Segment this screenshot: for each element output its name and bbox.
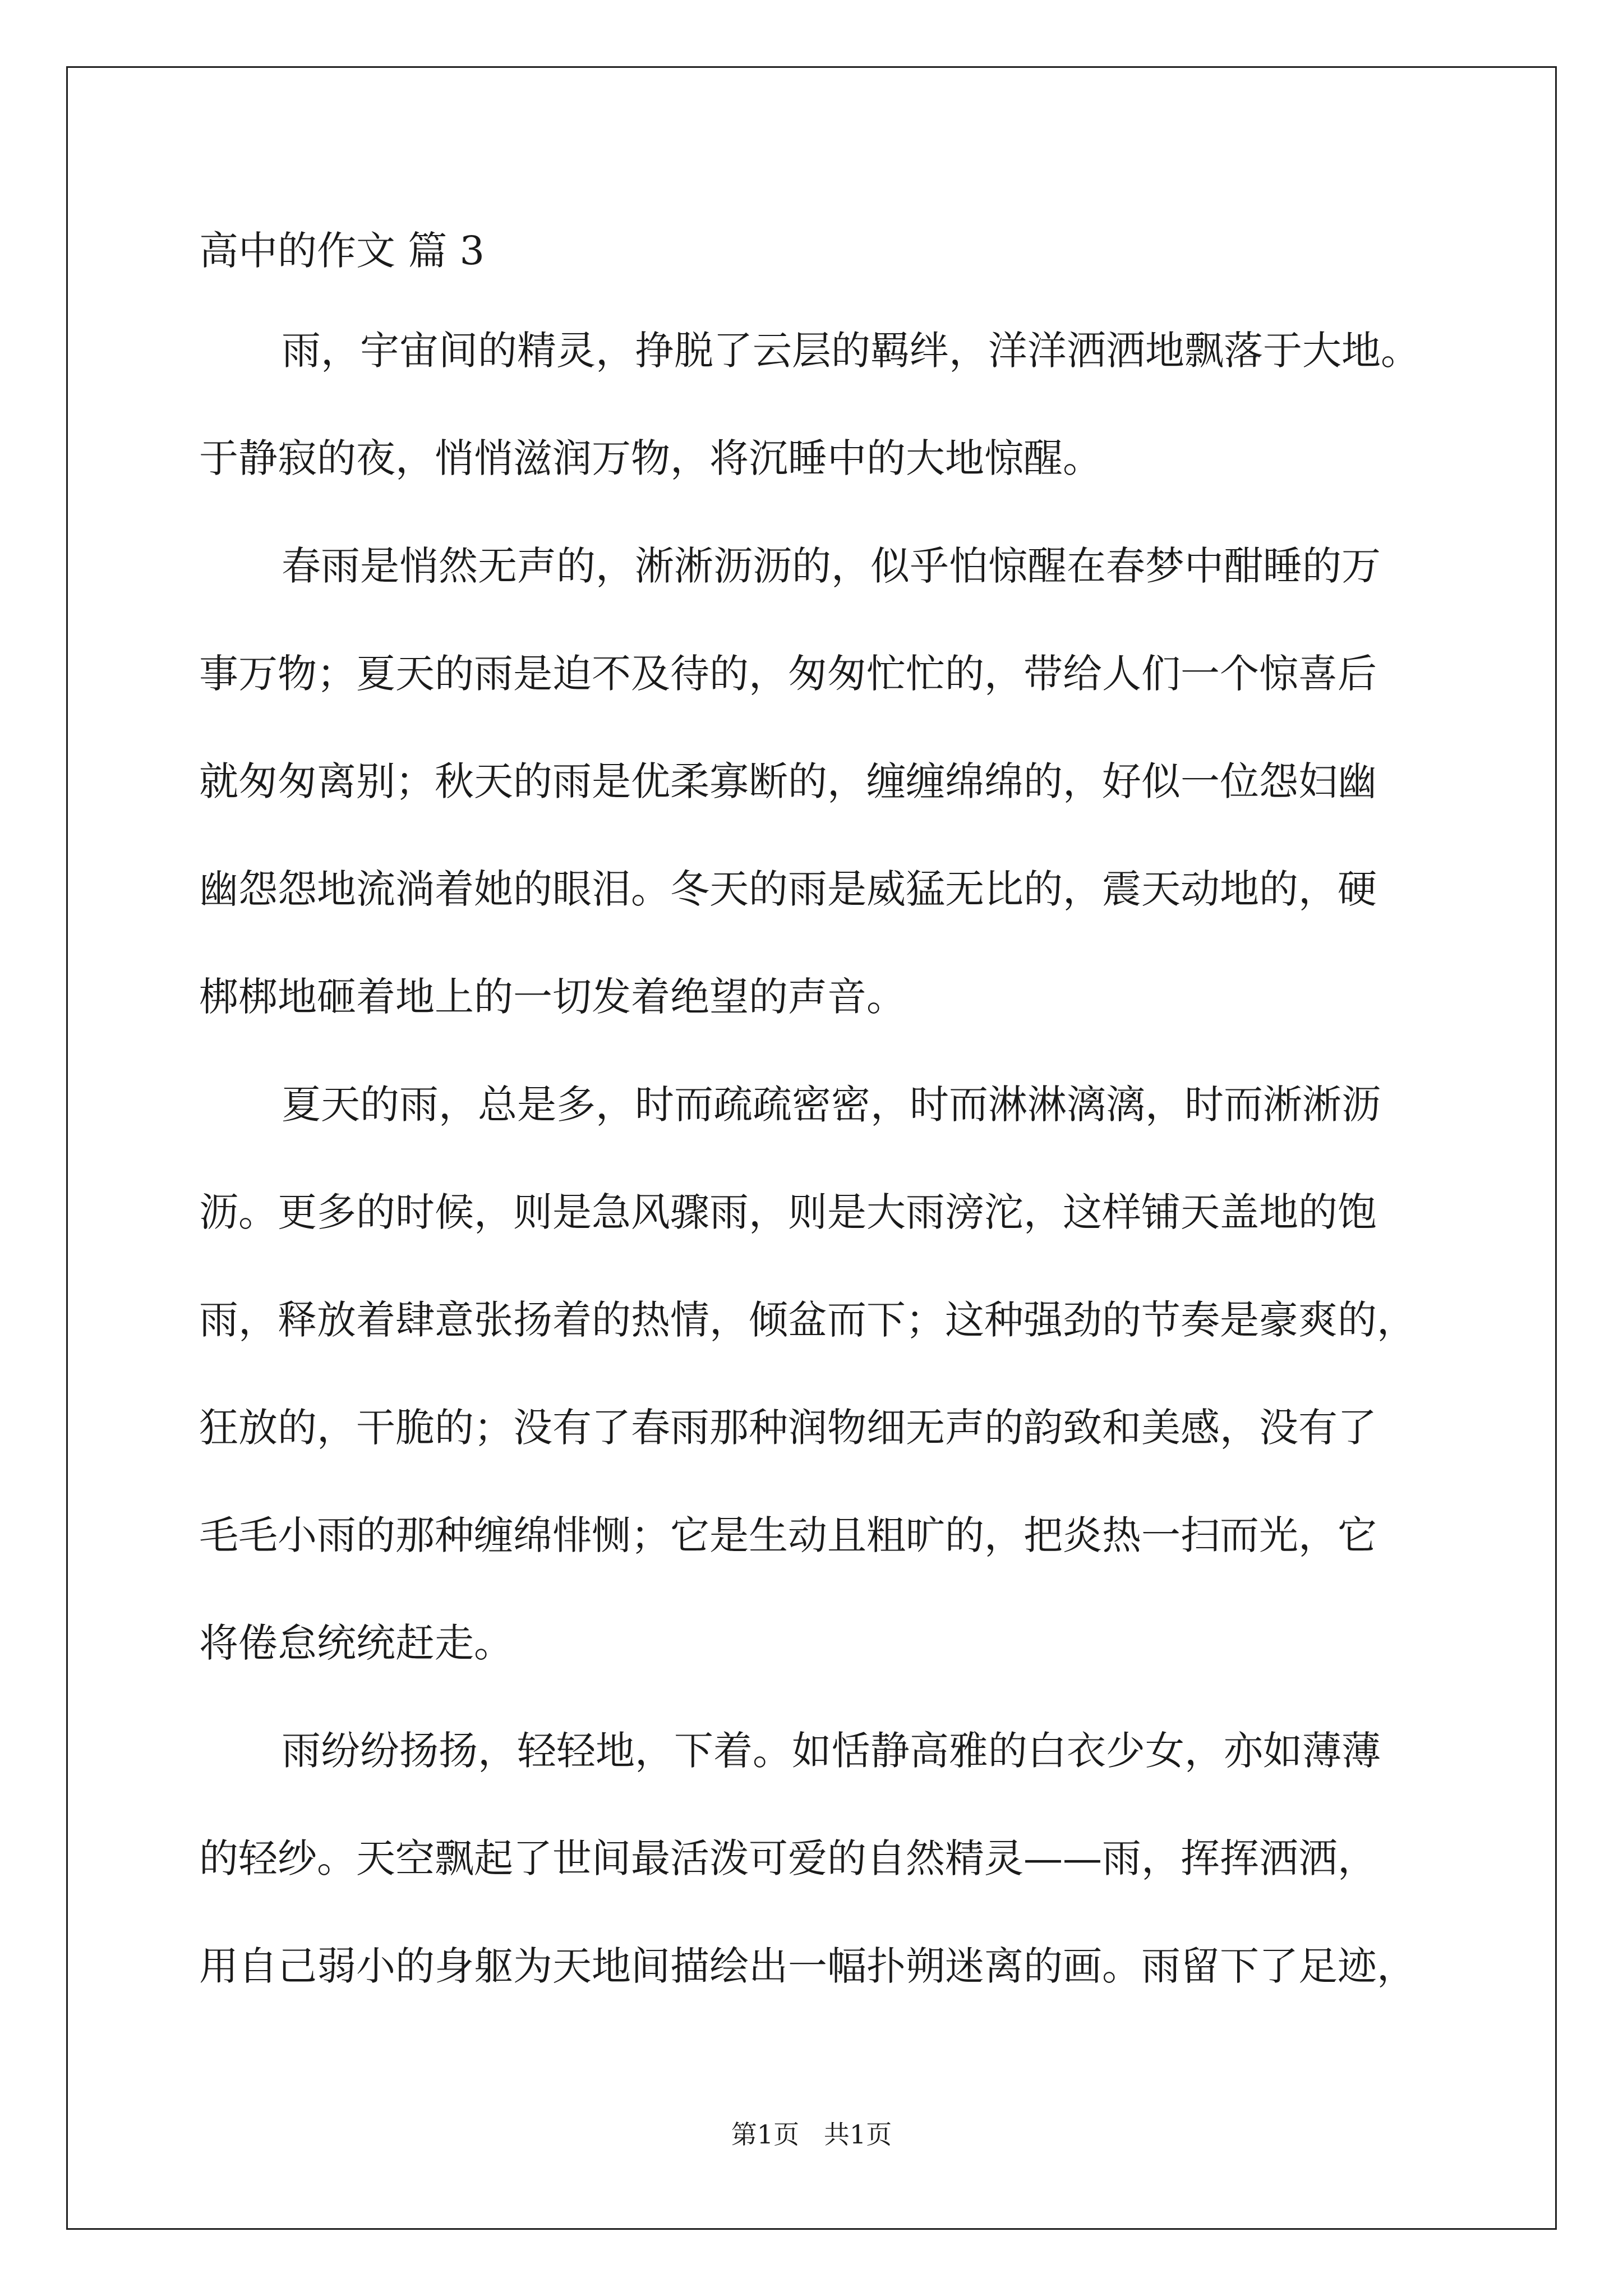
text-line: 幽怨怨地流淌着她的眼泪。冬天的雨是威猛无比的，震天动地的，硬 (199, 866, 1377, 912)
text-line: 雨，宇宙间的精灵，挣脱了云层的羁绊，洋洋洒洒地飘落于大地。 (282, 328, 1420, 374)
text-line: 狂放的，干脆的；没有了春雨那种润物细无声的韵致和美感，没有了 (199, 1405, 1377, 1451)
text-line: 毛毛小雨的那种缠绵悱恻；它是生动且粗旷的，把炎热一扫而光，它 (199, 1512, 1377, 1558)
text-line: 夏天的雨，总是多，时而疏疏密密，时而淋淋漓漓，时而淅淅沥 (282, 1082, 1381, 1128)
text-line: 用自己弱小的身躯为天地间描绘出一幅扑朔迷离的画。雨留下了足迹， (199, 1943, 1416, 1989)
text-line: 的轻纱。天空飘起了世间最活泼可爱的自然精灵——雨，挥挥洒洒， (199, 1835, 1377, 1881)
text-line: 雨，释放着肆意张扬着的热情，倾盆而下；这种强劲的节奏是豪爽的， (199, 1297, 1416, 1343)
document-body (199, 220, 1444, 2045)
text-line: 于静寂的夜，悄悄滋润万物，将沉睡中的大地惊醒。 (199, 435, 1102, 481)
text-line: 就匆匆离别；秋天的雨是优柔寡断的，缠缠绵绵的，好似一位怨妇幽 (199, 758, 1377, 804)
document-title: 高中的作文 篇 3 (199, 228, 485, 274)
text-line: 事万物；夏天的雨是迫不及待的，匆匆忙忙的，带给人们一个惊喜后 (199, 651, 1377, 697)
text-line: 沥。更多的时候，则是急风骤雨，则是大雨滂沱，这样铺天盖地的饱 (199, 1189, 1377, 1235)
text-line: 雨纷纷扬扬，轻轻地，下着。如恬静高雅的白衣少女，亦如薄薄 (282, 1728, 1381, 1774)
text-line: 梆梆地砸着地上的一切发着绝望的声音。 (199, 974, 906, 1020)
text-lines (199, 322, 1444, 1995)
text-line: 将倦怠统统赶走。 (199, 1620, 513, 1666)
page-number-footer: 第1页 共1页 (731, 2119, 892, 2150)
text-line: 春雨是悄然无声的，淅淅沥沥的，似乎怕惊醒在春梦中酣睡的万 (282, 543, 1381, 589)
